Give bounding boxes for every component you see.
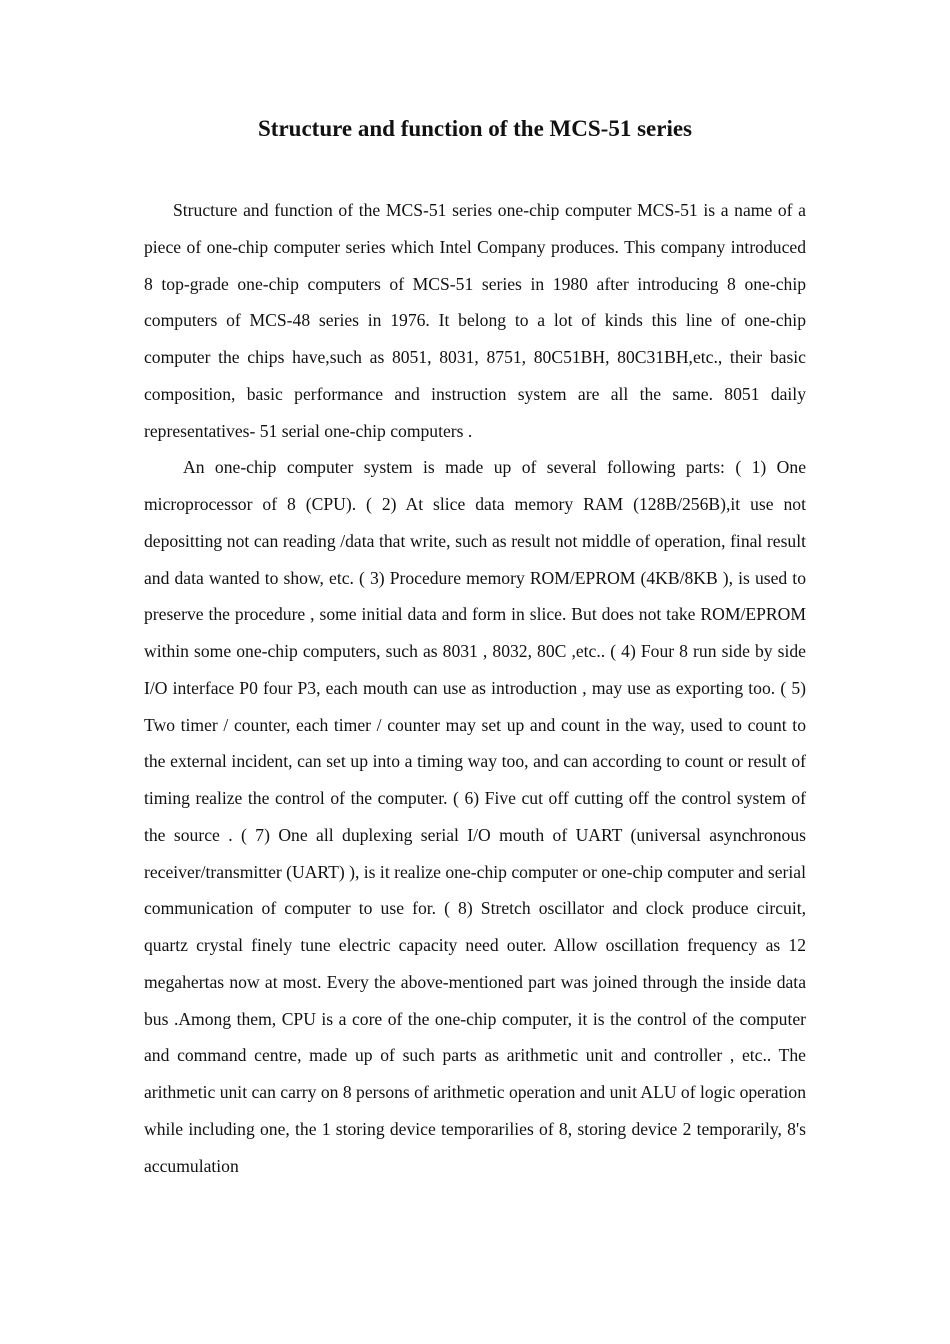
paragraph-2: An one-chip computer system is made up of several following parts: ( 1) One microprocessor of 8 (CPU). ( 2) At slice data memory RAM (128B/256B),it use not depositting not can reading /data that write, such as result not middle of operation, final result and data wanted to show, etc. ( 3) Procedure memory ROM/EPROM (4KB/8KB ), is used to preserve the procedure , some initial data and form in slice. But does not take ROM/EPROM within some one-chip computers, such as 8031 , 8032, 80C ,etc.. ( 4) Four 8 run side by side I/O interface P0 four P3, each mouth can use as introduction , may use as exporting too. ( 5) Two timer / counter, each timer / counter may set up and count in the way, used to count to the external incident, can set up into a timing way too, and can according to count or result of timing realize the control of the computer. ( 6) Five cut off cutting off the control system of the source . ( 7) One all duplexing serial I/O mouth of UART (universal asynchronous receiver/transmitter (UART) ), is it realize one-chip computer or one-chip computer and serial communication of computer to use for. ( 8) Stretch oscillator and clock produce circuit, quartz crystal finely tune electric capacity need outer. Allow oscillation frequency as 12 megahertas now at most. Every the above-mentioned part was joined through the inside data bus .Among them, CPU is a core of the one-chip computer, it is the control of the computer and command centre, made up of such parts as arithmetic unit and controller , etc.. The arithmetic unit can carry on 8 persons of arithmetic operation and unit ALU of logic operation while including one, the 1 storing device temporarilies of 8, storing device 2 temporarily, 8's accumulation (144, 457, 807, 1176)
document-title: Structure and function of the MCS-51 series (258, 116, 692, 141)
document-body (144, 192, 806, 1184)
paragraph-1: Structure and function of the MCS-51 series one-chip computer MCS-51 is a name of a piece of one-chip computer series which Intel Company produces. This company introduced 8 top-grade one-chip computers of MCS-51 series in 1980 after introducing 8 one-chip computers of MCS-48 series in 1976. It belong to a lot of kinds this line of one-chip computer the chips have,such as 8051, 8031, 8751, 80C51BH, 80C31BH,etc., their basic composition, basic performance and instruction system are all the same. 8051 daily representatives- 51 serial one-chip computers . (144, 200, 806, 441)
